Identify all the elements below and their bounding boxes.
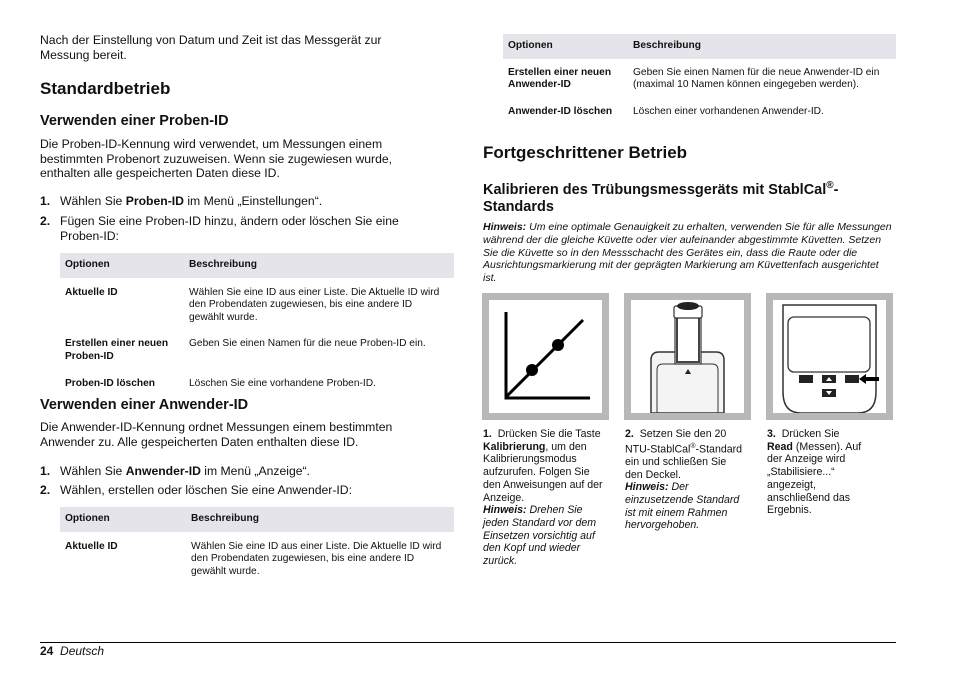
caption-bold: Read [767, 440, 793, 453]
heading-anwender-id: Verwenden einer Anwender-ID [40, 397, 249, 413]
anwender-step-1 [40, 464, 435, 479]
registered-mark: ® [690, 442, 696, 450]
hinweis-text [483, 221, 893, 285]
heading-text: Kalibrieren des Trübungsmessgeräts mit StablCal [483, 181, 827, 198]
heading-standardbetrieb: Standardbetrieb [40, 79, 171, 98]
col-beschreibung: Beschreibung [186, 507, 454, 532]
step-number: 2. [40, 214, 51, 228]
heading-kalibrieren [483, 177, 893, 216]
caption-step-1 [483, 428, 607, 568]
caption-text: (Messen). Auf der Anzeige wird „Stabilisiere...“ angezeigt, anschließend das Ergebnis. [767, 440, 862, 517]
page-number: 24 [40, 644, 54, 658]
calibration-chart-icon [489, 300, 602, 413]
footer-rule [40, 642, 896, 643]
option-cell: Erstellen einer neuen Proben-ID [65, 338, 169, 362]
proben-step-1 [40, 194, 435, 209]
caption-step-2 [625, 428, 743, 532]
instrument-keypad-icon [773, 300, 886, 413]
step-text: Fügen Sie eine Proben-ID hinzu, ändern oder löschen Sie eine Proben-ID: [60, 214, 399, 243]
caption-number: 3. [767, 428, 776, 440]
caption-step-3 [767, 428, 867, 517]
caption-text: Drücken Sie [781, 428, 840, 440]
intro-text: Nach der Einstellung von Datum und Zeit ist das Messgerät zur Messung bereit. [40, 33, 382, 62]
col-beschreibung: Beschreibung [628, 34, 896, 59]
registered-mark: ® [826, 180, 834, 191]
footer [40, 644, 104, 658]
caption-bold: Kalibrierung [483, 440, 546, 453]
step-bold: Anwender-ID [125, 464, 201, 478]
table-anwender-optionen [60, 507, 454, 583]
option-cell: Aktuelle ID [65, 540, 118, 552]
figure-read-key [766, 293, 893, 420]
caption-text: , um den Kalibrierungsmodus aufzurufen. Folgen Sie den Anweisungen auf der Anzeige. [483, 440, 603, 504]
hint-label: Hinweis: [625, 481, 669, 494]
table-proben-optionen [60, 253, 454, 395]
col-optionen: Optionen [60, 253, 184, 278]
hint-body: Der einzusetzende Standard ist mit einem Rahmen hervorgehoben. [625, 481, 740, 532]
description-cell: Geben Sie einen Namen für die neue Proben-ID ein. [189, 338, 426, 350]
step-number: 1. [40, 194, 51, 208]
description-cell: Löschen einer vorhandenen Anwender-ID. [633, 105, 824, 117]
col-beschreibung: Beschreibung [184, 253, 454, 278]
figure-insert-standard [624, 293, 751, 420]
hint-label: Hinweis: [483, 504, 527, 517]
figure-calibration-curve [482, 293, 609, 420]
step-text: Wählen Sie [60, 194, 126, 208]
table-row [503, 59, 896, 97]
description-cell: Wählen Sie eine ID aus einer Liste. Die Aktuelle ID wird den Probendaten zugewiesen, bis eine andere ID gewählt wurde. [189, 286, 440, 323]
caption-text: -Standard ein und schließen Sie den Deckel. [625, 443, 743, 481]
hint-body: Drehen Sie jeden Standard vor dem Einsetzen vorsichtig auf den Kopf und wieder zurück. [483, 504, 597, 568]
caption-text: Setzen Sie den 20 NTU-StablCal [625, 428, 727, 456]
step-number: 1. [40, 464, 51, 478]
option-cell: Erstellen einer neuen Anwender-ID [508, 66, 612, 91]
table-row [60, 329, 454, 368]
step-text: Wählen, erstellen oder löschen Sie eine Anwender-ID: [60, 483, 352, 497]
proben-step-2 [40, 214, 435, 243]
hint-label: Hinweis: [483, 221, 527, 233]
footer-language: Deutsch [60, 644, 105, 658]
description-cell: Löschen Sie eine vorhandene Proben-ID. [189, 377, 376, 389]
step-text: im Menü „Anzeige“. [200, 464, 310, 478]
step-text: im Menü „Einstellungen“. [183, 194, 323, 208]
caption-number: 2. [625, 428, 634, 440]
table-row [60, 369, 454, 396]
instrument-vial-icon [631, 300, 744, 413]
description-cell: Geben Sie einen Namen für die neue Anwender-ID ein (maximal 10 Namen können eingegeben werden). [633, 66, 880, 91]
proben-text: Die Proben-ID-Kennung wird verwendet, um Messungen einem bestimmten Probenort zuzuweisen. Wenn sie zugewiesen wurde, enthalten alle gespeicherten Daten diese ID. [40, 137, 393, 181]
step-text: Wählen Sie [60, 464, 126, 478]
col-optionen: Optionen [60, 507, 186, 532]
table-row [60, 278, 454, 330]
table-row [503, 97, 896, 124]
option-cell: Proben-ID löschen [65, 377, 156, 389]
table-row [60, 532, 454, 584]
heading-proben-id: Verwenden einer Proben-ID [40, 113, 229, 129]
heading-text: -Standards [483, 181, 839, 215]
caption-text: Drücken Sie die Taste [497, 428, 601, 440]
step-bold: Proben-ID [125, 194, 184, 208]
option-cell: Aktuelle ID [65, 286, 118, 298]
step-number: 2. [40, 483, 51, 497]
hint-body: Um eine optimale Genauigkeit zu erhalten, verwenden Sie für alle Messungen während der die gleiche Küvette oder vier aufeinander abgestimmte Küvetten. Setzen Sie die Küvette so in den Messschacht des Gerätes ein, dass die Raute oder die Ausrichtungsmarkierung mit der geprägten Markierung am Küvettenfach ausgerichtet ist. [483, 221, 892, 285]
anwender-step-2 [40, 483, 435, 498]
option-cell: Anwender-ID löschen [508, 105, 613, 117]
description-cell: Wählen Sie eine ID aus einer Liste. Die Aktuelle ID wird den Probendaten zugewiesen, bis eine andere ID gewählt wurde. [191, 540, 442, 577]
heading-fortgeschritten: Fortgeschrittener Betrieb [483, 143, 688, 162]
anwender-text: Die Anwender-ID-Kennung ordnet Messungen einem bestimmten Anwender zu. Alle gespeicherten Daten enthalten diese ID. [40, 420, 393, 449]
caption-number: 1. [483, 428, 492, 440]
col-optionen: Optionen [503, 34, 628, 59]
table-anwender-optionen-cont [503, 34, 896, 123]
